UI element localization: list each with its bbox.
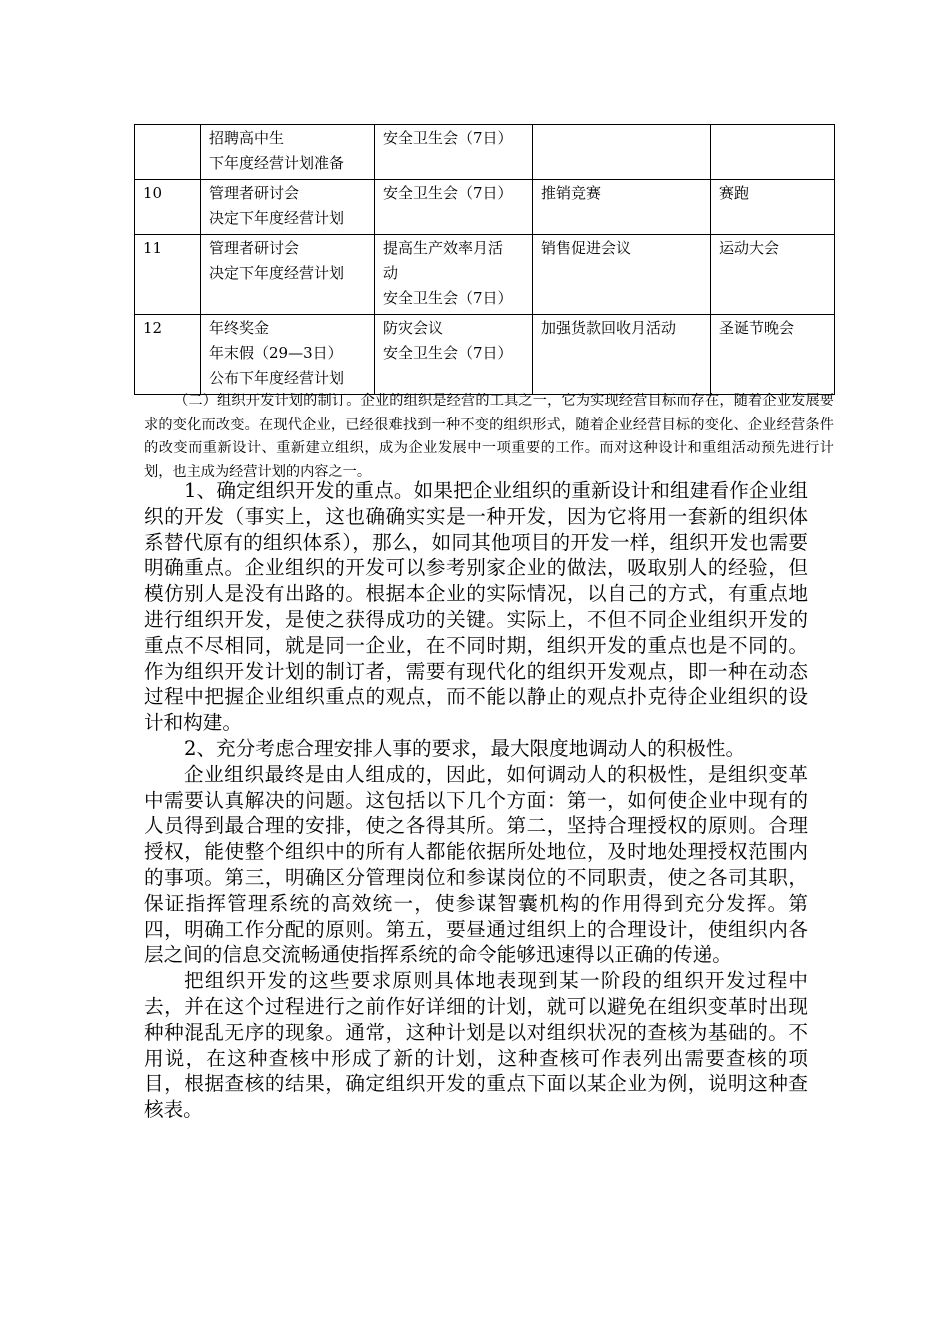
cell-line: 运动大会 [719,239,780,257]
body-text [144,478,808,1123]
cell-line: 销售促进会议 [541,239,632,257]
table-row [135,180,835,235]
cell-line: 安全卫生会（7日） [383,184,513,202]
cell-line: 管理者研讨会 [209,184,300,202]
table-body [135,125,835,395]
cell-line: 年末假（29—3日） [209,344,343,362]
table-cell [201,125,375,180]
table-row [135,315,835,395]
table-cell-month: 10 [135,180,201,235]
cell-line: 动 [383,264,399,282]
table-cell [375,180,533,235]
cell-line: 防灾会议 [383,319,444,337]
cell-line: 安全卫生会（7日） [383,129,513,147]
paragraph-checklist-intro: 把组织开发的这些要求原则具体地表现到某一阶段的组织开发过程中去，并在这个过程进行之前作好详细的计划，就可以避免在组织变革时出现种种混乱无序的现象。通常，这种计划是以对组织状况的查核为基础的。不用说，在这种查核中形成了新的计划，这种查核可作表列出需要查核的项目，根据查核的结果，确定组织开发的重点下面以某企业为例，说明这种查核表。 [144,969,808,1122]
table-cell [375,315,533,395]
cell-line: 决定下年度经营计划 [209,209,345,227]
cell-line: 招聘高中生 [209,129,285,147]
cell-line: 推销竞赛 [541,184,602,202]
schedule-table [134,124,835,395]
table-cell [375,125,533,180]
table-cell [533,315,711,395]
cell-line: 公布下年度经营计划 [209,369,345,387]
cell-line: 管理者研讨会 [209,239,300,257]
table-cell [711,180,835,235]
table-cell [201,235,375,315]
paragraph-org-focus: 1、确定组织开发的重点。如果把企业组织的重新设计和组建看作企业组织的开发（事实上，这也确确实实是一种开发，因为它将用一套新的组织体系替代原有的组织体系），那么，如同其他项目的开发一样，组织开发也需要明确重点。企业组织的开发可以参考别家企业的做法，吸取别人的经验，但模仿别人是没有出路的。根据本企业的实际情况，以自己的方式，有重点地进行组织开发，是使之获得成功的关键。实际上，不但不同企业组织开发的重点不尽相同，就是同一企业，在不同时期，组织开发的重点也是不同的。作为组织开发计划的制订者，需要有现代化的组织开发观点，即一种在动态过程中把握企业组织重点的观点，而不能以静止的观点扑克待企业组织的设计和构建。 [144,479,808,735]
paragraph-personnel-detail: 企业组织最终是由人组成的，因此，如何调动人的积极性，是组织变革中需要认真解决的问题。这包括以下几个方面：第一，如何使企业中现有的人员得到最合理的安排，使之各得其所。第二，坚持合理授权的原则。合理授权，能使整个组织中的所有人都能依据所处地位，及时地处理授权范围内的事项。第三，明确区分管理岗位和参谋岗位的不同职责，使之各司其职，保证指挥管理系统的高效统一，使参谋智囊机构的作用得到充分发挥。第四，明确工作分配的原则。第五，要昼通过组织上的合理设计，使组织内各层之间的信息交流畅通使指挥系统的命令能够迅速得以正确的传递。 [144,762,808,967]
table-row [135,235,835,315]
table-cell [533,125,711,180]
table-cell-month [135,125,201,180]
table-cell [711,315,835,395]
small-paragraph: （二）组织开发计划的制订。企业的组织是经营的工具之一，它为实现经营目标而存在，随着企业发展要求的变化而改变。在现代企业，已经很难找到一种不变的组织形式，随着企业经营目标的变化、企业经营条件的改变而重新设计、重新建立组织，成为企业发展中一项重要的工作。而对这种设计和重组活动预先进行计划，也主成为经营计划的内容之一。 [144,393,834,480]
table-cell-month: 11 [135,235,201,315]
cell-line: 安全卫生会（7日） [383,289,513,307]
table-cell [375,235,533,315]
table-cell-month: 12 [135,315,201,395]
cell-line: 年终奖金 [209,319,270,337]
table-cell [533,180,711,235]
table-cell [201,315,375,395]
cell-line: 决定下年度经营计划 [209,264,345,282]
cell-line: 下年度经营计划准备 [209,154,345,172]
cell-line: 提高生产效率月活 [383,239,504,257]
table-cell [711,125,835,180]
table-cell [711,235,835,315]
cell-line: 安全卫生会（7日） [383,344,513,362]
paragraph-personnel-heading: 2、充分考虑合理安排人事的要求，最大限度地调动人的积极性。 [184,736,746,760]
table-row [135,125,835,180]
cell-line: 加强货款回收月活动 [541,319,677,337]
cell-line: 赛跑 [719,184,750,202]
table-cell [201,180,375,235]
cell-line: 圣诞节晚会 [719,319,795,337]
table-cell [533,235,711,315]
